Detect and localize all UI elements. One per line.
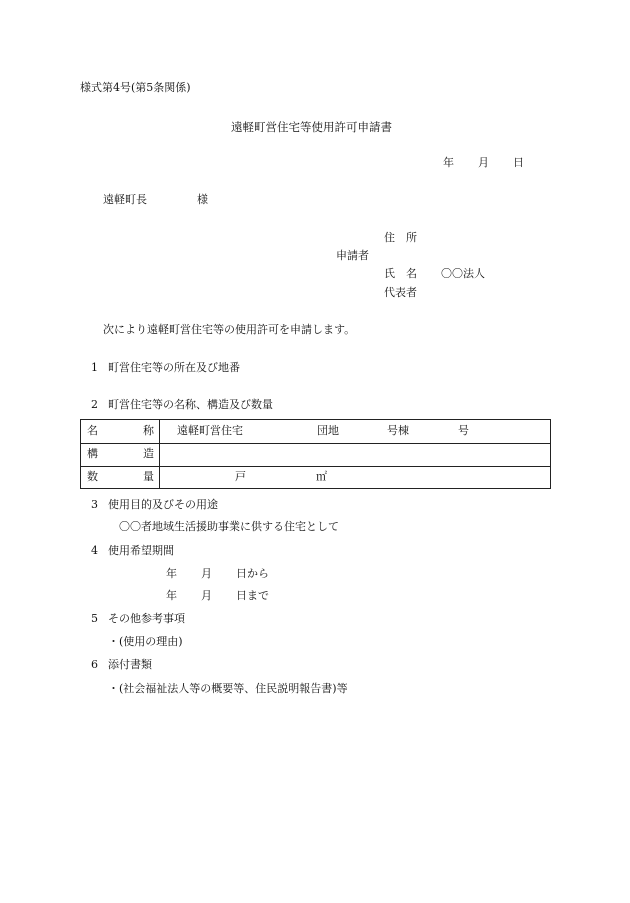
- section-3-content: 〇〇者地域生活援助事業に供する住宅として: [119, 520, 339, 533]
- date-day: 日: [513, 156, 524, 169]
- section-1-title: 町営住宅等の所在及び地番: [108, 361, 240, 374]
- section-6-title: 添付書類: [108, 658, 152, 671]
- section-5-content: ・(使用の理由): [108, 635, 183, 648]
- period-to-year: 年: [166, 589, 177, 602]
- name-label: 氏 名: [384, 267, 417, 280]
- section-6-number: 6: [91, 658, 98, 671]
- period-from-year: 年: [166, 567, 177, 580]
- table-column-divider: [159, 420, 160, 488]
- document-title: 遠軽町営住宅等使用許可申請書: [231, 120, 392, 134]
- representative-label: 代表者: [384, 286, 417, 299]
- applicant-label: 申請者: [336, 249, 369, 262]
- period-from-day: 日から: [236, 567, 269, 580]
- name-label-char-2: 称: [143, 424, 154, 437]
- name-complex-value: 遠軽町営住宅: [177, 424, 243, 437]
- section-3-number: 3: [91, 498, 98, 511]
- name-label-char-1: 名: [87, 424, 98, 437]
- structure-label-char-1: 構: [87, 447, 98, 460]
- period-from-month: 月: [201, 567, 212, 580]
- form-number: 様式第4号(第5条関係): [80, 81, 191, 94]
- quantity-area-label: ㎡: [316, 470, 327, 483]
- section-5-number: 5: [91, 612, 98, 625]
- structure-label-char-2: 造: [143, 447, 154, 460]
- address-label: 住 所: [384, 231, 417, 244]
- table-row-name: [81, 420, 550, 444]
- period-to-day: 日まで: [236, 589, 269, 602]
- name-unit-label: 号: [458, 424, 469, 437]
- housing-info-table: [80, 419, 551, 489]
- section-2-title: 町営住宅等の名称、構造及び数量: [108, 398, 273, 411]
- intro-text: 次により遠軽町営住宅等の使用許可を申請します。: [103, 323, 356, 336]
- date-month: 月: [478, 156, 489, 169]
- section-2-number: 2: [91, 398, 98, 411]
- section-4-title: 使用希望期間: [108, 544, 174, 557]
- section-4-number: 4: [91, 544, 98, 557]
- section-6-content: ・(社会福祉法人等の概要等、住民説明報告書)等: [108, 682, 348, 695]
- date-year: 年: [443, 156, 454, 169]
- name-value: 〇〇法人: [441, 267, 485, 280]
- quantity-label-char-1: 数: [87, 470, 98, 483]
- section-5-title: その他参考事項: [108, 612, 185, 625]
- period-to-month: 月: [201, 589, 212, 602]
- addressee-honorific: 様: [197, 193, 208, 206]
- name-building-label: 号棟: [387, 424, 409, 437]
- section-1-number: 1: [91, 361, 98, 374]
- section-3-title: 使用目的及びその用途: [108, 498, 218, 511]
- table-row-structure: [81, 443, 550, 467]
- quantity-units-label: 戸: [235, 470, 246, 483]
- name-danchi-label: 団地: [317, 424, 339, 437]
- table-row-quantity: [81, 466, 550, 488]
- addressee-name: 遠軽町長: [103, 193, 147, 206]
- quantity-label-char-2: 量: [143, 470, 154, 483]
